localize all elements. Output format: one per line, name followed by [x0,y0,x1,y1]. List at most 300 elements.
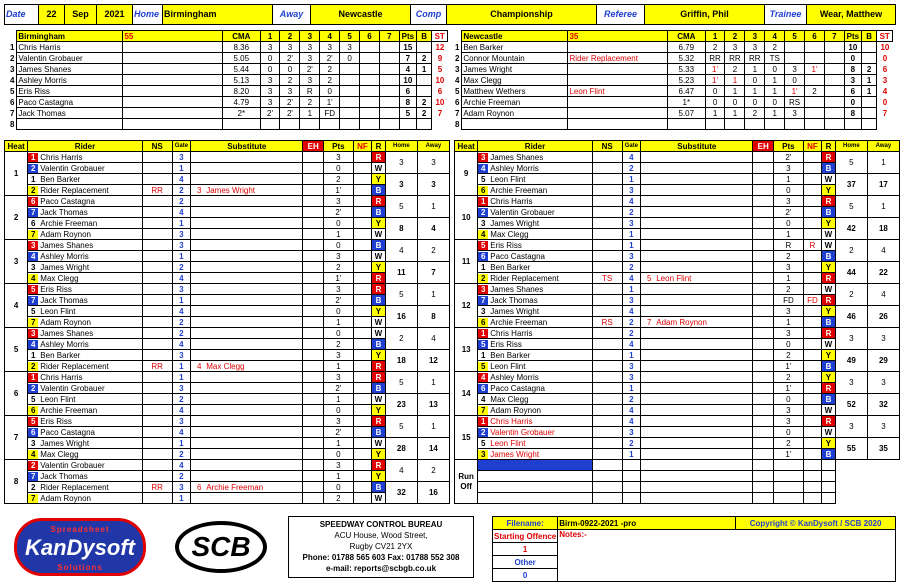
heat-points[interactable]: 1' [324,185,354,196]
rider-name[interactable]: Ben Barker [462,42,568,53]
helmet-colour: Y [372,405,386,416]
rider-name[interactable]: Connor Mountain [462,53,568,64]
ns-field [142,295,172,306]
substitute[interactable] [641,295,753,306]
heat-rider[interactable] [478,174,592,185]
heat-rider[interactable] [28,339,142,350]
heat-rider[interactable] [478,207,592,218]
substitute[interactable] [191,295,303,306]
heat-rider[interactable] [478,295,592,306]
rider-name[interactable]: Jack Thomas [17,108,123,119]
heat-rider-row [455,339,900,350]
heat-rider[interactable] [478,284,592,295]
heat-rider[interactable] [28,317,142,328]
heat-points[interactable]: 1 [324,317,354,328]
heat-points[interactable]: 3 [774,405,804,416]
heat-points[interactable]: 0 [324,449,354,460]
ns-field [592,240,622,251]
rider-name[interactable]: Valentin Grobauer [17,53,123,64]
nf-field [353,284,371,295]
heat-points[interactable]: 0 [324,218,354,229]
rider-name[interactable]: Eris Riss [17,86,123,97]
rider-number: 2 [454,53,460,63]
substitute[interactable] [641,394,753,405]
heat-rider[interactable] [28,174,142,185]
heat-rider[interactable] [478,361,592,372]
running-home-score: 3 [385,174,417,196]
date-month[interactable]: Sep [65,5,97,25]
nf-field [353,405,371,416]
substitute[interactable] [191,383,303,394]
substitute[interactable] [641,273,753,284]
heat-rider[interactable] [28,394,142,405]
gate-number: 1 [622,449,641,460]
rider-note [568,108,668,119]
heat-rider-row [455,218,900,229]
heat-points[interactable]: 3 [324,251,354,262]
substitute[interactable] [191,471,303,482]
heat-number: 2 [5,196,28,240]
other-value: 0 [493,569,558,582]
heat-points[interactable]: R [774,240,804,251]
heat-points[interactable]: 1 [774,174,804,185]
heat-rider[interactable] [28,427,142,438]
away-team-field[interactable]: Newcastle [311,5,411,25]
heat-rider-row [5,449,450,460]
date-day[interactable]: 22 [39,5,65,25]
substitute[interactable] [191,339,303,350]
notes-label[interactable]: Notes:- [558,530,896,582]
heat-points[interactable]: 3 [774,163,804,174]
substitute[interactable] [641,185,753,196]
heat-points[interactable]: 3 [324,284,354,295]
substitute[interactable] [641,229,753,240]
running-away-score: 18 [867,218,899,240]
substitute[interactable] [641,207,753,218]
rider-name[interactable]: Ashley Morris [17,75,123,86]
heat-rider[interactable] [478,251,592,262]
eh-field [303,174,324,185]
rider-name[interactable]: Max Clegg [462,75,568,86]
rider-cma: 5.32 [668,53,706,64]
substitute[interactable] [191,394,303,405]
rider-note: Leon Flint [568,86,668,97]
heat-points[interactable]: 1 [324,438,354,449]
helmet-colour: R [822,273,836,284]
eh-field [303,460,324,471]
heat-rider[interactable] [28,273,142,284]
heat-rider[interactable] [28,251,142,262]
substitute[interactable] [191,317,303,328]
heat-rider[interactable] [28,460,142,471]
heat-points[interactable]: 0 [324,482,354,493]
heat-points[interactable]: 0 [324,163,354,174]
heat-points[interactable]: 0 [774,218,804,229]
substitute[interactable] [191,427,303,438]
heat-away-score: 1 [417,372,449,394]
ride-score [379,97,399,108]
heat-rider[interactable] [478,394,592,405]
heat-points[interactable]: 2 [774,284,804,295]
rider-name[interactable] [17,119,123,130]
heat-rider[interactable] [478,196,592,207]
ns-field [592,163,622,174]
heat-rider[interactable] [478,262,592,273]
home-team-field[interactable]: Birmingham [163,5,273,25]
ride-score: 2' [280,108,300,119]
heat-points[interactable]: 1 [324,361,354,372]
substitute[interactable] [191,174,303,185]
heat-home-score: 5 [835,152,867,174]
heat-rider[interactable] [478,416,592,427]
substitute[interactable] [641,240,753,251]
run-off-rider[interactable] [478,493,592,504]
run-off-rider[interactable] [478,471,592,482]
nf-field [803,394,821,405]
substitute[interactable] [191,207,303,218]
run-off-rider[interactable] [478,460,592,471]
nf-field [803,317,821,328]
substitute-name: Leon Flint [656,273,692,283]
substitute[interactable] [641,339,753,350]
heat-points[interactable]: 3 [774,196,804,207]
nf-field [353,394,371,405]
heat-rider[interactable] [28,471,142,482]
heat-points[interactable]: 2 [324,174,354,185]
referee-label: Referee [597,5,645,25]
heat-points[interactable]: 1 [774,229,804,240]
heat-rider[interactable] [478,372,592,383]
substitute[interactable] [191,196,303,207]
heat-rider[interactable] [28,240,142,251]
eh-field [303,207,324,218]
ride-score [805,97,825,108]
heat-points[interactable]: 2 [774,350,804,361]
heat-points[interactable]: 2 [774,251,804,262]
substitute[interactable] [191,251,303,262]
substitute[interactable] [191,482,303,493]
competition-field[interactable]: Championship [447,5,597,25]
heat-points[interactable]: 1' [324,273,354,284]
heat-rider-row [5,438,450,449]
rider-name[interactable] [462,119,568,130]
substitute[interactable] [641,262,753,273]
heat-points[interactable]: 2 [324,262,354,273]
heat-rider[interactable] [28,438,142,449]
referee-field[interactable]: Griffin, Phil [645,5,765,25]
heat-rider[interactable] [478,218,592,229]
substitute[interactable] [641,163,753,174]
substitute[interactable] [641,152,753,163]
substitute[interactable] [641,405,753,416]
heat-points[interactable]: 2 [324,493,354,504]
heat-rider[interactable] [28,372,142,383]
heat-rider[interactable] [28,284,142,295]
rider-note [123,119,223,130]
substitute[interactable] [191,262,303,273]
run-off-cell [622,482,641,493]
heat-rider[interactable] [28,416,142,427]
heat-rider[interactable] [478,449,592,460]
heat-points[interactable]: 0 [324,328,354,339]
rider-number: 5 [454,86,460,96]
ns-field [142,251,172,262]
heat-rider[interactable] [478,163,592,174]
scb-address-line2: Rugby CV21 2YX [349,542,413,551]
heat-points[interactable]: 2 [774,438,804,449]
heat-points[interactable]: FD [774,295,804,306]
nf-field [803,273,821,284]
heat-rider-row [455,185,900,196]
helmet-colour-number: 2 [28,164,38,173]
substitute[interactable] [191,185,303,196]
heat-rider[interactable] [28,449,142,460]
heat-rider[interactable] [478,383,592,394]
heat-rider[interactable] [478,317,592,328]
ns-field [142,273,172,284]
heat-points[interactable]: 1' [774,361,804,372]
heat-points[interactable]: 2' [774,207,804,218]
trainee-field[interactable]: Wear, Matthew [807,5,896,25]
substitute[interactable] [191,240,303,251]
team-score: 55 [123,31,223,42]
heat-points[interactable]: 0 [774,427,804,438]
heat-rider[interactable] [28,262,142,273]
heat-rider-row [455,229,900,240]
eh-field [303,152,324,163]
substitute[interactable] [641,317,753,328]
heat-rider[interactable] [28,405,142,416]
nf-field [803,383,821,394]
heat-points[interactable]: 2 [324,339,354,350]
helmet-colour: Y [372,262,386,273]
heat-points[interactable]: 1' [774,383,804,394]
helmet-colour: Y [822,306,836,317]
heat-rider[interactable] [28,493,142,504]
heat-rider[interactable] [478,339,592,350]
heat-points[interactable]: 1 [324,471,354,482]
ns-field [142,471,172,482]
ride-score: 3 [300,75,320,86]
substitute[interactable] [191,361,303,372]
helmet-colour-number: 4 [28,274,38,283]
rider-name[interactable]: James Shanes [17,64,123,75]
heat-col-header: Gate [622,141,641,152]
heat-points[interactable]: 0 [324,306,354,317]
starting-offence-value: 1 [493,543,558,556]
eh-field [753,240,774,251]
running-away-score: 13 [417,394,449,416]
heat-points[interactable]: 3 [324,460,354,471]
substitute[interactable] [191,328,303,339]
heat-points[interactable]: 0 [774,339,804,350]
heat-rider[interactable] [478,273,592,284]
substitute[interactable] [191,416,303,427]
substitute[interactable] [641,328,753,339]
substitute[interactable] [641,449,753,460]
heat-rider[interactable] [478,240,592,251]
eh-field [753,196,774,207]
heat-rider[interactable] [28,163,142,174]
rider-name[interactable]: Adam Roynon [462,108,568,119]
heat-points[interactable]: 1 [324,394,354,405]
heat-points[interactable]: 3 [774,262,804,273]
run-off-rider[interactable] [478,482,592,493]
substitute[interactable] [191,438,303,449]
substitute[interactable] [641,284,753,295]
heat-rider[interactable] [478,306,592,317]
date-year[interactable]: 2021 [97,5,133,25]
substitute[interactable] [641,427,753,438]
heat-points[interactable]: 2' [324,207,354,218]
helmet-colour-number: 1 [28,351,38,360]
substitute[interactable] [641,416,753,427]
substitute[interactable] [191,163,303,174]
heat-col-header: Pts [774,141,804,152]
heat-points[interactable]: 1 [774,273,804,284]
running-home-score: 11 [385,262,417,284]
heat-rider-name: James Wright [490,306,540,316]
substitute[interactable] [191,306,303,317]
heat-number: 11 [455,240,478,284]
heat-points[interactable]: 3 [774,328,804,339]
substitute[interactable] [191,273,303,284]
heat-rider[interactable] [478,229,592,240]
heat-home-score: 3 [835,416,867,438]
heat-points[interactable]: 3 [324,416,354,427]
heat-rider[interactable] [28,361,142,372]
helmet-colour-number: 1 [478,417,488,426]
heat-points[interactable]: 2' [774,152,804,163]
heat-points[interactable]: 3 [324,350,354,361]
heat-points[interactable]: 3 [324,152,354,163]
heat-points[interactable]: 2' [324,383,354,394]
col-header-5: 5 [785,31,805,42]
col-header-1: 1 [705,31,725,42]
heat-rider[interactable] [28,185,142,196]
heat-rider[interactable] [28,306,142,317]
heat-points[interactable]: 2' [324,427,354,438]
substitute[interactable] [191,229,303,240]
helmet-colour: W [372,317,386,328]
substitute[interactable] [191,152,303,163]
heat-rider-row [5,339,450,350]
ns-field [592,218,622,229]
heat-rider[interactable] [478,405,592,416]
substitute[interactable] [191,350,303,361]
substitute[interactable] [641,306,753,317]
heat-points[interactable]: 3 [324,196,354,207]
substitute[interactable] [641,438,753,449]
substitute[interactable] [641,372,753,383]
heat-points[interactable]: 2 [774,372,804,383]
heat-points[interactable]: 0 [774,394,804,405]
substitute[interactable] [191,218,303,229]
run-off-cell [641,460,753,471]
rider-name[interactable]: Matthew Wethers [462,86,568,97]
rider-name[interactable]: Archie Freeman [462,97,568,108]
heat-points[interactable]: 1 [324,229,354,240]
helmet-colour: W [372,163,386,174]
heat-points[interactable]: 1' [774,449,804,460]
heat-rider[interactable] [28,196,142,207]
heat-points[interactable]: 0 [324,405,354,416]
heat-rider[interactable] [28,295,142,306]
heat-points[interactable]: 3 [324,372,354,383]
heat-rider-name: James Wright [40,438,90,448]
heat-rider[interactable] [28,152,142,163]
heat-points[interactable]: 0 [324,240,354,251]
heat-rider[interactable] [478,152,592,163]
heat-col-header: Pts [324,141,354,152]
substitute[interactable] [641,350,753,361]
rider-name[interactable]: James Wright [462,64,568,75]
heat-rider[interactable] [28,207,142,218]
heat-rider[interactable] [478,328,592,339]
col-header-3: 3 [300,31,320,42]
helmet-colour: R [372,460,386,471]
heat-rider[interactable] [28,350,142,361]
gate-number: 3 [172,152,191,163]
substitute[interactable] [641,361,753,372]
helmet-colour: W [372,394,386,405]
heat-rider[interactable] [478,185,592,196]
rider-note [123,42,223,53]
helmet-colour-number: 5 [478,340,488,349]
heat-rider[interactable] [478,438,592,449]
heat-rider[interactable] [28,218,142,229]
substitute[interactable] [641,218,753,229]
helmet-colour-number: 5 [478,241,488,250]
ride-score [805,53,825,64]
nf-field [353,482,371,493]
rider-name[interactable]: Paco Castagna [17,97,123,108]
substitute[interactable] [191,372,303,383]
heat-rider-name: James Wright [490,449,540,459]
nf-field [803,174,821,185]
ns-field [592,207,622,218]
heat-number: 12 [455,284,478,328]
heat-rider[interactable] [28,482,142,493]
rider-name[interactable]: Chris Harris [17,42,123,53]
heat-points[interactable]: 3 [774,306,804,317]
substitute[interactable] [641,383,753,394]
substitute[interactable] [191,460,303,471]
filename-field[interactable]: Birm-0922-2021 -pro [558,517,736,530]
substitute[interactable] [191,405,303,416]
heat-points[interactable]: 2' [324,295,354,306]
ride-score [360,97,380,108]
substitute[interactable] [191,493,303,504]
substitute[interactable] [191,449,303,460]
ride-score: 3 [300,42,320,53]
heat-points[interactable]: 1 [774,317,804,328]
heat-rider[interactable] [478,427,592,438]
ride-score: 2' [320,53,340,64]
gate-number: 4 [172,405,191,416]
heat-rider[interactable] [478,350,592,361]
heat-points[interactable]: 0 [774,185,804,196]
heat-rider[interactable] [28,229,142,240]
gate-number: 3 [172,350,191,361]
heat-rider[interactable] [28,383,142,394]
substitute[interactable] [191,284,303,295]
substitute[interactable] [641,174,753,185]
substitute[interactable] [641,251,753,262]
heat-rider[interactable] [28,328,142,339]
substitute[interactable] [641,196,753,207]
heat-points[interactable]: 3 [774,416,804,427]
